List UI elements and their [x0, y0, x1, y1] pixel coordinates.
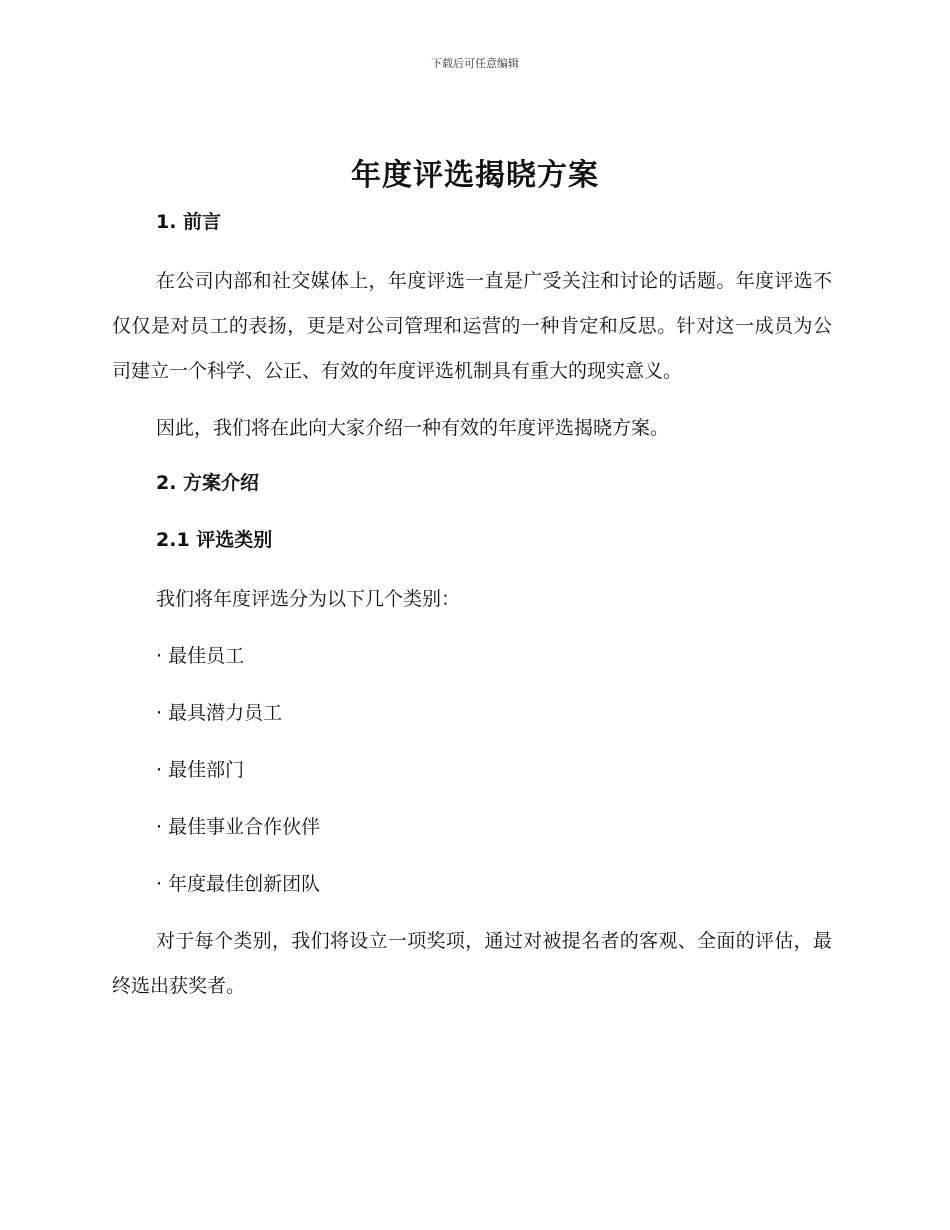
list-item: · 最具潜力员工 [156, 702, 283, 724]
section-heading-preface: 1. 前言 [156, 211, 222, 233]
categories-closing-paragraph: 对于每个类别，我们将设立一项奖项，通过对被提名者的客观、全面的评估，最终选出获奖者。 [112, 930, 832, 997]
document-body [112, 202, 832, 1009]
preface-paragraph-1: 在公司内部和社交媒体上，年度评选一直是广受关注和讨论的话题。年度评选不仅仅是对员工的表扬，更是对公司管理和运营的一种肯定和反思。针对这一成员为公司建立一个科学、公正、有效的年度评选机制具有重大的现实意义。 [112, 270, 832, 382]
preface-paragraph-2: 因此，我们将在此向大家介绍一种有效的年度评选揭晓方案。 [156, 417, 670, 439]
list-item: · 年度最佳创新团队 [156, 873, 321, 895]
document-title: 年度评选揭晓方案 [351, 158, 599, 193]
categories-intro: 我们将年度评选分为以下几个类别： [156, 588, 461, 610]
subsection-heading-categories: 2.1 评选类别 [156, 529, 273, 551]
list-item: · 最佳员工 [156, 645, 245, 667]
list-item: · 最佳事业合作伙伴 [156, 816, 321, 838]
header-note: 下载后可任意编辑 [431, 57, 519, 70]
list-item: · 最佳部门 [156, 759, 245, 781]
section-heading-plan: 2. 方案介绍 [156, 472, 260, 494]
